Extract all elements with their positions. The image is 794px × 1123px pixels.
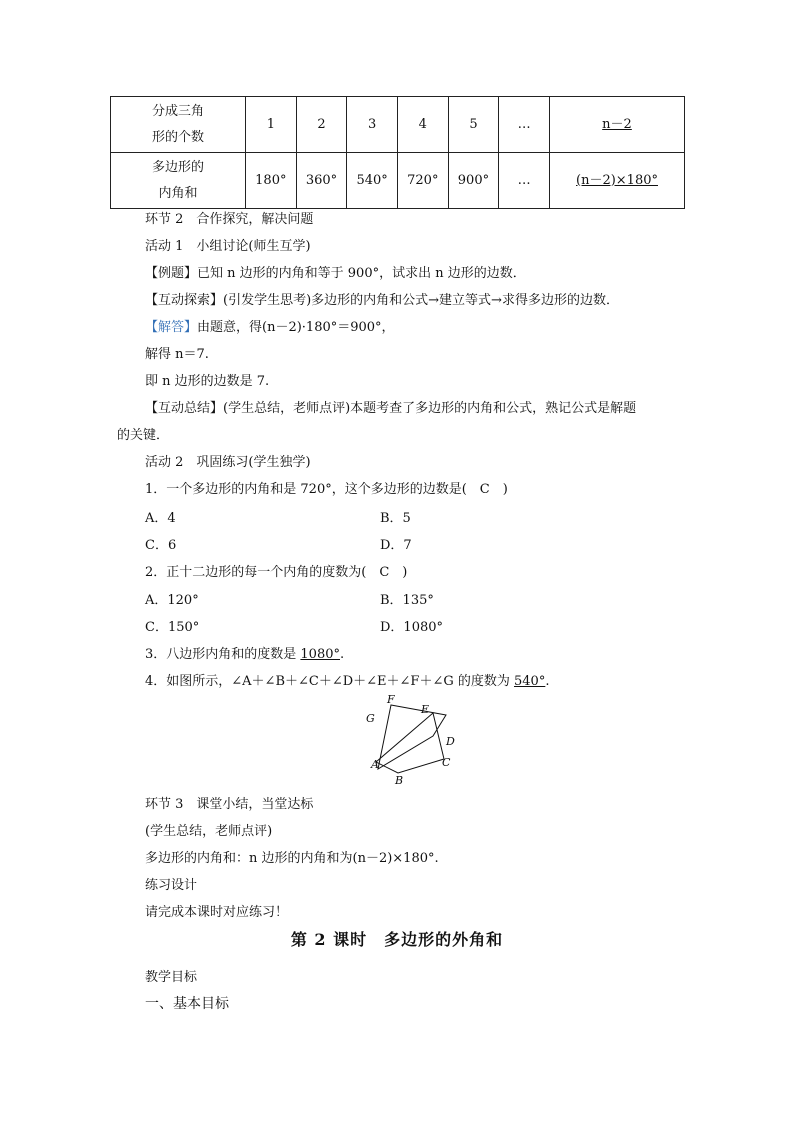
table-cell: 900° [448,153,499,209]
row-header-line: 分成三角 [151,103,204,119]
option-d: D．1080° [380,620,444,635]
row-header [111,153,246,209]
option-d: D．7 [380,538,412,553]
table-cell: 540° [347,153,398,209]
question-1: 1．一个多边形的内角和是 720°，这个多边形的边数是( C ) [145,482,508,497]
option-a: A．120° [145,593,199,608]
note-line: (学生总结，老师点评) [145,824,273,839]
point-label-d: D [446,735,455,748]
point-label-b: B [395,774,404,787]
table-cell: … [499,153,550,209]
question-suffix: . [545,674,550,689]
question-2: 2．正十二边形的每一个内角的度数为( C ) [145,565,408,580]
question-4 [145,670,549,689]
table-cell: 720° [397,153,448,209]
answer-cell [550,97,685,153]
polygon-figure [358,692,468,792]
table-row [111,97,685,153]
question-3 [145,643,344,662]
activity-heading: 活动 2 巩固练习(学生独学) [145,455,311,470]
fill-answer: 540° [514,674,546,689]
summary-line [145,397,636,416]
triangle-feg [378,705,446,769]
formula-line: 多边形的内角和：n 边形的内角和为(n－2)×180°. [145,851,439,866]
row-header [111,97,246,153]
example-text: 已知 n 边形的内角和等于 900°，试求出 n 边形的边数． [197,266,526,281]
option-a: A．4 [145,511,176,526]
point-label-e: E [421,703,430,716]
row-header-line: 内角和 [158,185,198,201]
summary-text: (学生总结，老师点评)本题考查了多边形的内角和公式，熟记公式是解题 [223,401,637,416]
explore-tag: 【互动探索】 [145,293,224,308]
goals-heading: 教学目标 [145,970,198,985]
section-heading: 环节 3 课堂小结，当堂达标 [145,797,314,812]
summary-continuation: 的关键． [117,428,170,443]
point-label-f: F [387,693,395,706]
explore-text: (引发学生思考)多边形的内角和公式→建立等式→求得多边形的边数． [223,293,619,308]
question-text: 3．八边形内角和的度数是 [145,647,301,662]
table-cell: 3 [347,97,398,153]
summary-tag: 【互动总结】 [145,401,224,416]
point-label-a: A [371,758,379,771]
table-cell: 4 [397,97,448,153]
explore-line [145,289,619,308]
example-line [145,262,526,281]
answer-text: n－2 [602,116,632,132]
lesson-title: 第 2 课时 多边形的外角和 [290,930,504,949]
answer-tag: 【解答】 [145,320,198,335]
table-cell: 1 [246,97,297,153]
section-heading: 环节 2 合作探究，解决问题 [145,212,314,227]
option-b: B．5 [380,511,411,526]
solve-line: 即 n 边形的边数是 7. [145,374,270,389]
answer-cell [550,153,685,209]
table-row [111,153,685,209]
solve-line: 解得 n＝7. [145,347,209,362]
fill-answer: 1080° [300,647,340,662]
activity-heading: 活动 1 小组讨论(师生互学) [145,239,311,254]
practice-text: 请完成本课时对应练习！ [145,905,289,920]
option-b: B．135° [380,593,434,608]
answer-line [145,316,395,335]
table-cell: 180° [246,153,297,209]
example-tag: 【例题】 [145,266,198,281]
basic-goals-heading: 一、基本目标 [145,996,229,1012]
point-label-c: C [442,756,451,769]
option-c: C．150° [145,620,200,635]
polygon-table [110,96,685,209]
table-cell: … [499,97,550,153]
answer-text: 由题意，得(n－2)·180°＝900°， [197,320,395,335]
question-text: 4．如图所示，∠A＋∠B＋∠C＋∠D＋∠E＋∠F＋∠G 的度数为 [145,674,514,689]
table-cell: 5 [448,97,499,153]
point-label-g: G [366,712,375,725]
row-header-line: 形的个数 [151,129,204,145]
table-cell: 360° [296,153,347,209]
answer-text: (n－2)×180° [576,172,658,188]
option-c: C．6 [145,538,177,553]
question-suffix: . [340,647,345,662]
table-cell: 2 [296,97,347,153]
row-header-line: 多边形的 [151,159,204,175]
practice-heading: 练习设计 [145,878,198,893]
